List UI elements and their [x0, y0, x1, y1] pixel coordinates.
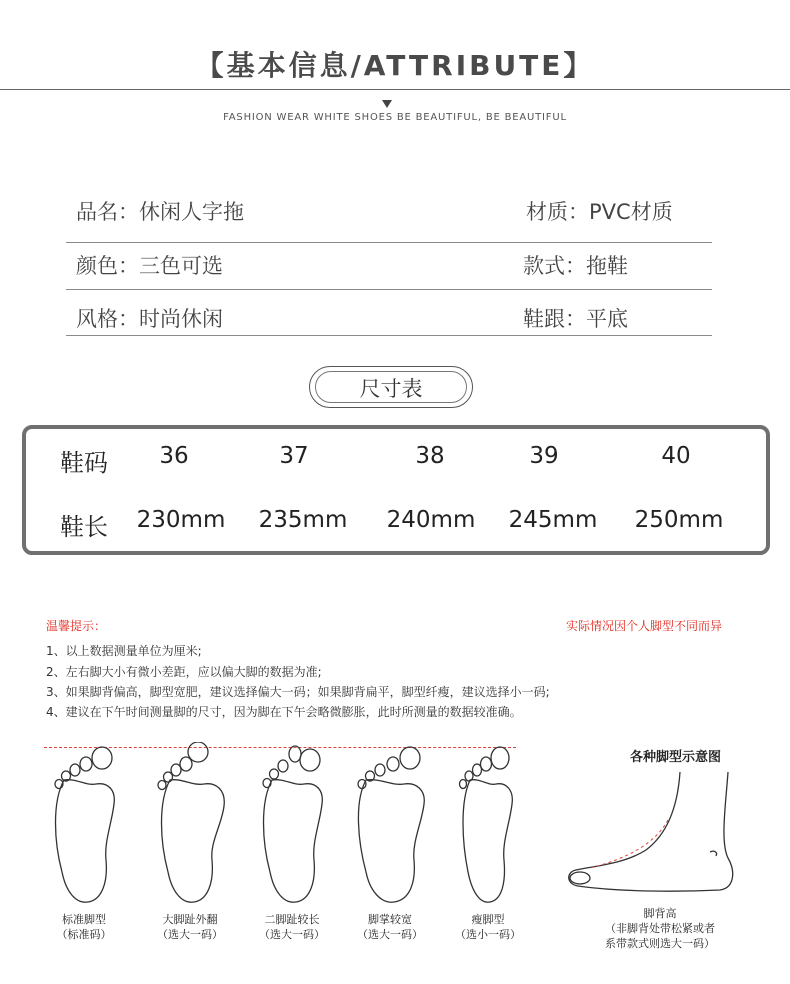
schematic-caption-line: 系带款式则选大一码） [605, 937, 715, 950]
tip-line: 1、以上数据测量单位为厘米; [46, 644, 202, 658]
foot-type-caption [34, 912, 134, 942]
attr-material: 材质：PVC材质 [526, 200, 673, 224]
size-cell: 39 [529, 443, 559, 469]
tips-heading: 温馨提示： [46, 619, 107, 633]
foot-type-advice: （选大一码） [259, 928, 325, 941]
size-cell: 38 [415, 443, 445, 469]
length-cell: 230mm [136, 507, 226, 533]
attr-divider [66, 289, 712, 290]
foot-type-advice: （选小一码） [455, 928, 521, 941]
size-cell: 40 [661, 443, 691, 469]
attr-style: 风格：时尚休闲 [76, 307, 223, 331]
foot-type-name: 瘦脚型 [471, 913, 505, 926]
length-cell: 245mm [508, 507, 598, 533]
size-row-label: 鞋码 [60, 449, 108, 477]
foot-type-name: 大脚趾外翻 [162, 913, 218, 926]
attr-product-name: 品名：休闲人字拖 [76, 200, 244, 224]
attr-divider [66, 242, 712, 243]
size-chart-badge [309, 366, 473, 408]
foot-type-advice: （选大一码） [157, 928, 223, 941]
long-second-toe-foot-icon [254, 742, 334, 908]
foot-type-name: 标准脚型 [62, 913, 106, 926]
attr-style-type: 款式：拖鞋 [523, 254, 628, 278]
foot-type-caption [340, 912, 440, 942]
foot-type-caption [438, 912, 538, 942]
tip-line: 3、如果脚背偏高，脚型宽肥，建议选择偏大一码；如果脚背扁平，脚型纤瘦，建议选择小一码; [46, 685, 550, 699]
triangle-down-icon [382, 100, 392, 108]
attr-color: 颜色：三色可选 [76, 254, 223, 278]
page-subtitle: FASHION WEAR WHITE SHOES BE BEAUTIFUL, BE BEAUTIFUL [223, 112, 567, 123]
foot-type-advice: （标准码） [56, 928, 112, 941]
high-instep-foot-icon [560, 772, 750, 896]
schematic-caption [590, 906, 730, 951]
size-chart-title: 尺寸表 [359, 377, 423, 401]
tip-line: 2、左右脚大小有微小差距，应以偏大脚的数据为准; [46, 665, 322, 679]
schematic-caption-line: 脚背高 [643, 907, 677, 920]
size-cell: 37 [279, 443, 309, 469]
page-title: 【基本信息/ATTRIBUTE】 [195, 49, 595, 82]
header-divider [0, 89, 790, 90]
size-cell: 36 [159, 443, 189, 469]
attr-divider [66, 335, 712, 336]
schematic-title: 各种脚型示意图 [630, 750, 722, 765]
foot-type-name: 二脚趾较长 [264, 913, 320, 926]
schematic-caption-line: （非脚背处带松紧或者 [605, 922, 715, 935]
bunion-foot-icon [152, 742, 232, 908]
tips-note: 实际情况因个人脚型不同而异 [566, 619, 723, 633]
wide-foot-icon [352, 742, 432, 908]
tip-line: 4、建议在下午时间测量脚的尺寸，因为脚在下午会略微膨胀，此时所测量的数据较准确。 [46, 705, 522, 719]
size-table [22, 425, 770, 555]
length-cell: 235mm [258, 507, 348, 533]
foot-type-advice: （选大一码） [357, 928, 423, 941]
foot-type-caption [242, 912, 342, 942]
length-row-label: 鞋长 [60, 513, 108, 541]
foot-type-name: 脚掌较宽 [368, 913, 412, 926]
length-cell: 250mm [634, 507, 724, 533]
foot-type-caption [140, 912, 240, 942]
length-cell: 240mm [386, 507, 476, 533]
thin-foot-icon [450, 742, 530, 908]
standard-foot-icon [46, 742, 126, 908]
attr-heel: 鞋跟：平底 [523, 307, 628, 331]
